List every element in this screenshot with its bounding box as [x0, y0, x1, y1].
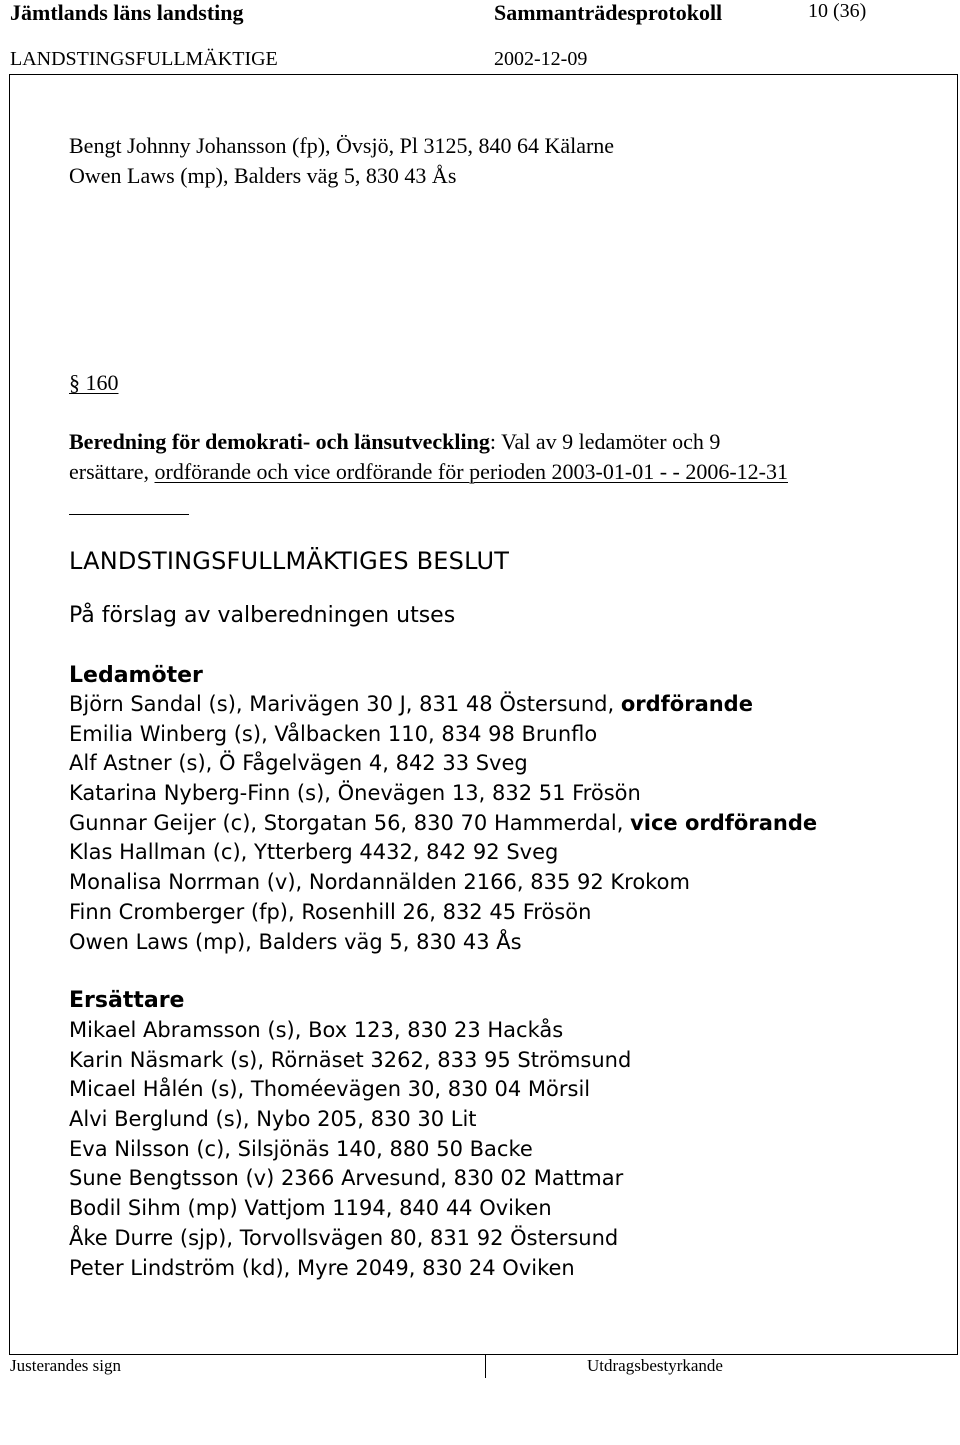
list-item: Klas Hallman (c), Ytterberg 4432, 842 92 Sveg: [69, 840, 559, 865]
deputies-heading: Ersättare: [69, 988, 185, 1013]
paragraph-number: § 160: [69, 370, 119, 395]
list-item: Monalisa Norrman (v), Nordannälden 2166, 835 92 Krokom: [69, 870, 690, 895]
section-title-underlined: ordförande och vice ordförande för perioden 2003-01-01 - - 2006-12-31: [154, 459, 788, 484]
committee-name: Beredning för demokrati- och länsutveckling: [69, 429, 490, 454]
address-line: Owen Laws (mp), Balders väg 5, 830 43 Ås: [69, 163, 457, 188]
section-title-rest: : Val av 9 ledamöter och 9: [489, 429, 721, 454]
list-item: Björn Sandal (s), Marivägen 30 J, 831 48 Östersund, ordförande: [69, 692, 753, 716]
deputies-list: [69, 1016, 631, 1283]
footer-adjuster-signature-label: Justerandes sign: [10, 1356, 121, 1375]
frame-right-border: [957, 75, 958, 1355]
members-heading: Ledamöter: [69, 663, 203, 688]
list-item: Alf Astner (s), Ö Fågelvägen 4, 842 33 Sveg: [69, 751, 528, 776]
decision-heading: LANDSTINGSFULLMÄKTIGES BESLUT: [69, 547, 510, 575]
page-number: 10 (36): [808, 0, 867, 22]
list-item: Mikael Abramsson (s), Box 123, 830 23 Hackås: [69, 1018, 564, 1042]
address-line: Bengt Johnny Johansson (fp), Övsjö, Pl 3125, 840 64 Kälarne: [69, 133, 615, 158]
list-item: Alvi Berglund (s), Nybo 205, 830 30 Lit: [69, 1107, 477, 1132]
list-item: Bodil Sihm (mp) Vattjom 1194, 840 44 Oviken: [69, 1196, 552, 1221]
footer-extract-certification-label: Utdragsbestyrkande: [587, 1356, 723, 1375]
decision-proposal: På förslag av valberedningen utses: [69, 603, 456, 628]
members-list: [69, 690, 817, 957]
list-item: Eva Nilsson (c), Silsjönäs 140, 880 50 Backe: [69, 1136, 533, 1161]
section-title-line-2: [69, 459, 788, 485]
section-title-line-1: [69, 429, 720, 455]
role-label: vice ordförande: [630, 810, 818, 835]
list-item: Gunnar Geijer (c), Storgatan 56, 830 70 Hammerdal, vice ordförande: [69, 810, 818, 835]
footer-divider: [485, 1354, 486, 1378]
document-type: Sammanträdesprotokoll: [494, 0, 723, 25]
list-item: Sune Bengtsson (v) 2366 Arvesund, 830 02 Mattmar: [69, 1166, 624, 1191]
assembly-name: LANDSTINGSFULLMÄKTIGE: [10, 48, 278, 70]
frame-top-border: [9, 74, 958, 75]
list-item: Karin Näsmark (s), Rörnäset 3262, 833 95 Strömsund: [69, 1047, 632, 1072]
section-title-plain: ersättare,: [69, 459, 155, 484]
frame-left-border: [9, 75, 10, 1355]
list-item: Finn Cromberger (fp), Rosenhill 26, 832 45 Frösön: [69, 899, 592, 924]
section-divider: [69, 514, 189, 515]
organization-name: Jämtlands läns landsting: [10, 0, 244, 25]
frame-bottom-border: [9, 1354, 958, 1355]
list-item: Åke Durre (sjp), Torvollsvägen 80, 831 92 Östersund: [69, 1225, 619, 1250]
list-item: Peter Lindström (kd), Myre 2049, 830 24 Oviken: [69, 1255, 575, 1280]
list-item: Micael Hålén (s), Thoméevägen 30, 830 04 Mörsil: [69, 1077, 591, 1102]
list-item: Emilia Winberg (s), Vålbacken 110, 834 98 Brunflo: [69, 721, 598, 746]
list-item: Katarina Nyberg-Finn (s), Önevägen 13, 832 51 Frösön: [69, 781, 641, 806]
role-label: ordförande: [620, 692, 753, 716]
meeting-date: 2002-12-09: [494, 48, 588, 70]
list-item: Owen Laws (mp), Balders väg 5, 830 43 Ås: [69, 929, 522, 954]
